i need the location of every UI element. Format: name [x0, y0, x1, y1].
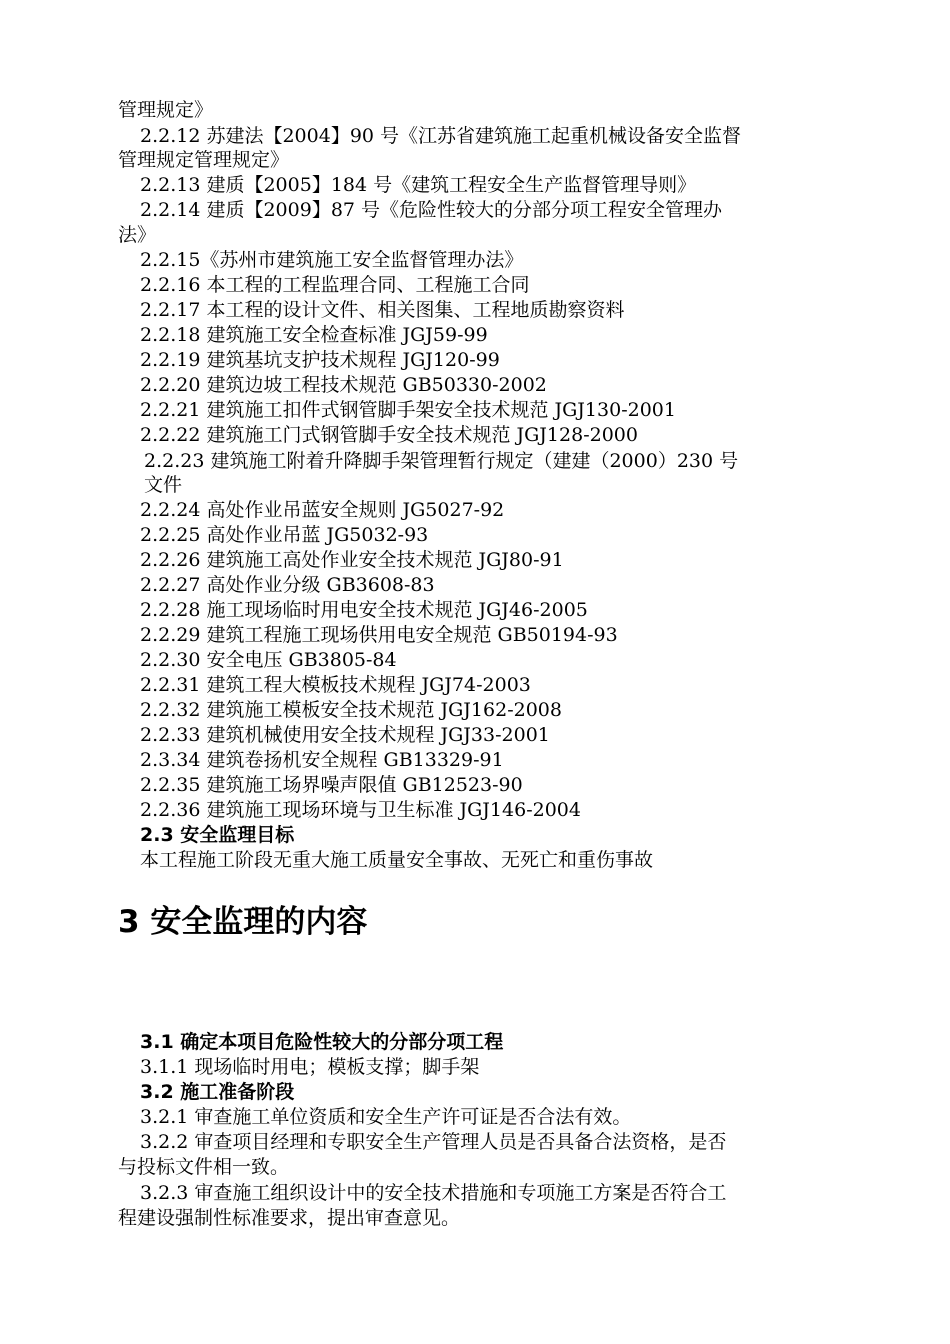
text-line: 2.2.30 安全电压 GB3805-84	[140, 649, 397, 671]
text-line: 2.2.14 建质【2009】87 号《危险性较大的分部分项工程安全管理办	[140, 199, 723, 221]
text-line: 文件	[144, 474, 183, 496]
text-line: 3.1.1 现场临时用电；模板支撑；脚手架	[140, 1056, 480, 1078]
text-line: 2.2.29 建筑工程施工现场供用电安全规范 GB50194-93	[140, 624, 618, 646]
text-line: 2.2.20 建筑边坡工程技术规范 GB50330-2002	[140, 374, 547, 396]
text-line: 2.2.25 高处作业吊蓝 JG5032-93	[140, 524, 429, 546]
text-line: 2.2.27 高处作业分级 GB3608-83	[140, 574, 435, 596]
text-line: 2.2.18 建筑施工安全检查标准 JGJ59-99	[140, 324, 488, 346]
text-line: 2.2.33 建筑机械使用安全技术规程 JGJ33-2001	[140, 724, 550, 746]
text-line: 2.2.15《苏州市建筑施工安全监督管理办法》	[140, 249, 524, 271]
text-line: 2.2.28 施工现场临时用电安全技术规范 JGJ46-2005	[140, 599, 588, 621]
text-line: 2.2.31 建筑工程大模板技术规程 JGJ74-2003	[140, 674, 531, 696]
text-line: 2.2.19 建筑基坑支护技术规程 JGJ120-99	[140, 349, 500, 371]
text-line: 2.2.23 建筑施工附着升降脚手架管理暂行规定（建建（2000）230 号	[144, 450, 739, 472]
chapter-title: 3 安全监理的内容	[118, 904, 368, 940]
text-line: 本工程施工阶段无重大施工质量安全事故、无死亡和重伤事故	[140, 849, 654, 871]
text-line: 2.2.16 本工程的工程监理合同、工程施工合同	[140, 274, 530, 296]
text-line: 2.2.35 建筑施工场界噪声限值 GB12523-90	[140, 774, 523, 796]
text-line: 2.2.26 建筑施工高处作业安全技术规范 JGJ80-91	[140, 549, 564, 571]
text-line: 3.2.2 审查项目经理和专职安全生产管理人员是否具备合法资格，是否	[140, 1131, 727, 1153]
section-heading: 2.3 安全监理目标	[140, 824, 295, 846]
section-heading: 3.2 施工准备阶段	[140, 1081, 295, 1103]
text-line: 2.2.17 本工程的设计文件、相关图集、工程地质勘察资料	[140, 299, 625, 321]
text-line: 2.2.36 建筑施工现场环境与卫生标准 JGJ146-2004	[140, 799, 581, 821]
text-line: 2.2.12 苏建法【2004】90 号《江苏省建筑施工起重机械设备安全监督	[140, 125, 742, 147]
text-line: 2.3.34 建筑卷扬机安全规程 GB13329-91	[140, 749, 504, 771]
text-line: 3.2.3 审查施工组织设计中的安全技术措施和专项施工方案是否符合工	[140, 1182, 727, 1204]
text-line: 2.2.13 建质【2005】184 号《建筑工程安全生产监督管理导则》	[140, 174, 697, 196]
text-line: 程建设强制性标准要求，提出审查意见。	[118, 1207, 461, 1229]
section-heading: 3.1 确定本项目危险性较大的分部分项工程	[140, 1031, 504, 1053]
text-line: 管理规定》	[118, 99, 214, 121]
text-line: 2.2.32 建筑施工模板安全技术规范 JGJ162-2008	[140, 699, 562, 721]
text-line: 3.2.1 审查施工单位资质和安全生产许可证是否合法有效。	[140, 1106, 632, 1128]
text-line: 管理规定管理规定》	[118, 149, 290, 171]
text-line: 2.2.22 建筑施工门式钢管脚手安全技术规范 JGJ128-2000	[140, 424, 638, 446]
text-line: 法》	[118, 224, 157, 246]
text-line: 与投标文件相一致。	[118, 1156, 290, 1178]
text-line: 2.2.21 建筑施工扣件式钢管脚手架安全技术规范 JGJ130-2001	[140, 399, 676, 421]
text-line: 2.2.24 高处作业吊蓝安全规则 JG5027-92	[140, 499, 505, 521]
